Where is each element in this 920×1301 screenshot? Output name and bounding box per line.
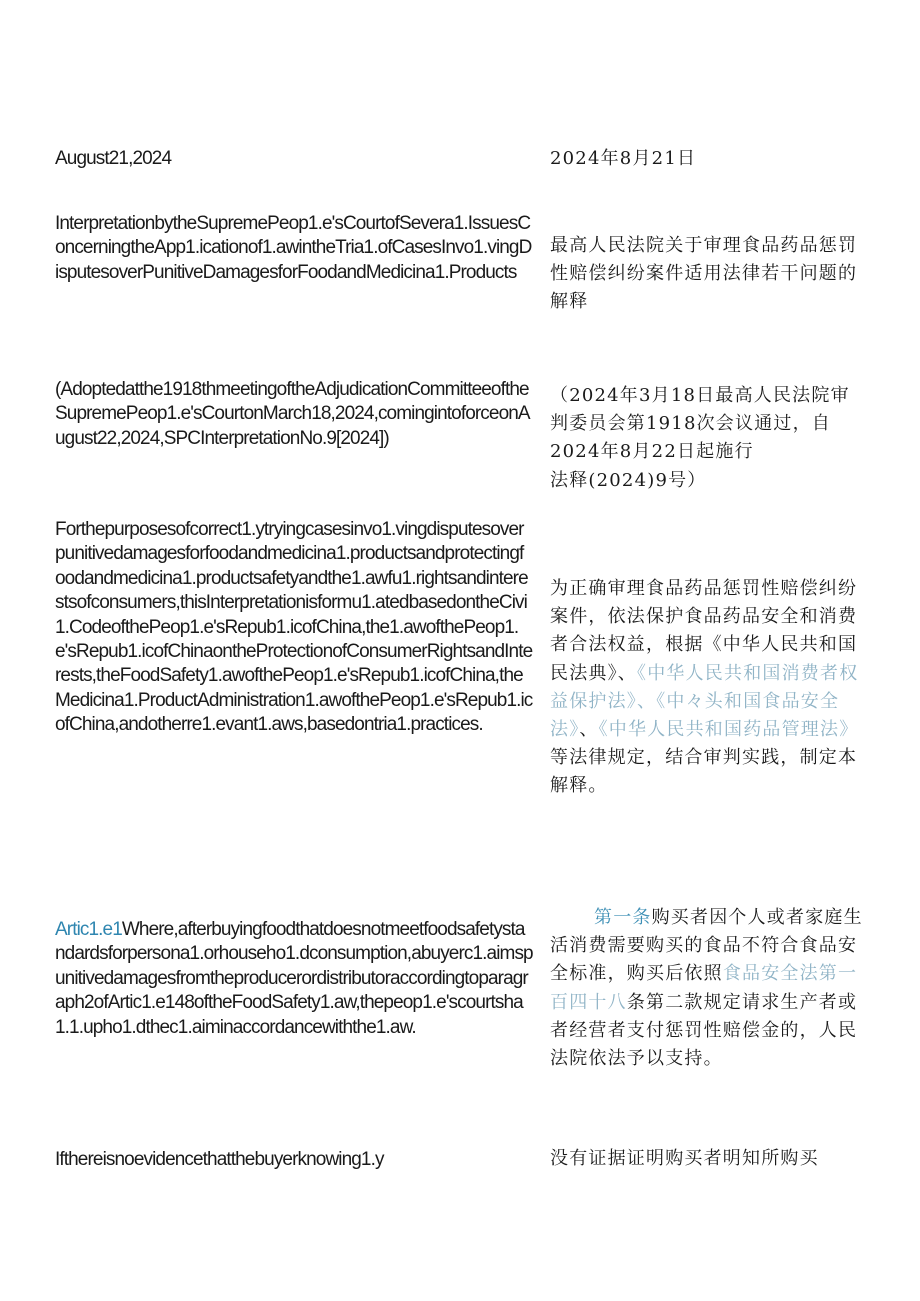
article-1-label-zh[interactable]: 第一条 — [594, 907, 652, 928]
article-1-text-zh: 购买者因个人或者家庭生活消费需要购买的食品不符合食品安全标准，购买后依照 — [550, 907, 863, 985]
article-2-en-fragment: Ifthereisnoevidencethatthebuyerknowing1.y — [55, 1149, 384, 1170]
title-zh: 最高人民法院关于审理食品药品惩罚性赔偿纠纷案件适用法律若干问题的解释 — [550, 235, 858, 313]
adoption-note-zh-line: 法释(2024)9号） — [550, 469, 707, 491]
preamble-en: Forthepurposesofcorrect1.ytryingcasesinvo1.vingdisputesoverpunitivedamagesforfoodandmedicina1.productsandprotectingfoodandmedicina1.productsafetyandthe1.awfu1.rightsandinterestsofconsumers,thisInterpretationisformu1.atedbasedontheCivi1.CodeofthePeop1.e'sRepub1.icofChina,the1.awofthePeop1.e'sRepub1.icofChinaontheProtectionofConsumerRightsandInterests,theFoodSafety1.awofthePeop1.e'sRepub1.icofChina,theMedicina1.ProductAdministration1.awofthePeop1.e'sRepub1.icofChina,andotherre1.evant1.aws,basedontria1.practices. — [55, 519, 533, 736]
article-1-text-zh: 条第二款规定请求生产者或者经营者支付惩罚性赔偿金的，人民法院依法予以支持。 — [550, 991, 858, 1070]
article-1-zh — [550, 904, 868, 1073]
article-1-label-en[interactable]: Artic1.e1 — [55, 919, 122, 940]
title-en: InterpretationbytheSupremePeop1.e'sCourtofSevera1.IssuesConcerningtheApp1.icationof1.awintheTria1.ofCasesInvo1.vingDisputesoverPunitiveDamagesforFoodandMedicina1.Products — [55, 213, 532, 283]
adoption-note-en: (Adoptedatthe1918thmeetingoftheAdjudicationCommitteeoftheSupremePeop1.e'sCourtonMarch18,2024,comingintoforceonAugust22,2024,SPCInterpretationNo.9[2024]) — [55, 379, 530, 449]
date-zh: 2024年8月21日 — [550, 148, 697, 169]
date-en: August21,2024 — [55, 148, 172, 169]
adoption-note-zh-line: （2024年3月18日最高人民法院审判委员会第1918次会议通过，自 — [550, 385, 850, 435]
preamble-zh-text: 等法律规定，结合审判实践，制定本解释。 — [550, 747, 858, 797]
food-safety-law-link[interactable]: 食品安全法第一百四十八 — [550, 963, 858, 1013]
law-reference-link[interactable]: 《中华人民共和国药品管理法》 — [598, 719, 859, 741]
adoption-note-zh — [550, 382, 868, 495]
article-2-zh-fragment: 没有证据证明购买者明知所购买 — [550, 1148, 819, 1169]
article-1-en — [55, 918, 533, 1040]
article-1-text-en: Where,afterbuyingfoodthatdoesnotmeetfoodsafetystandardsforpersona1.orhouseho1.dconsumption,abuyerc1.aimspunitivedamagesfromtheproducerordistributoraccordingtoparagraph2ofArtic1.e148oftheFoodSafety1.aw,thepeop1.e'scourtsha1.1.upho1.dthec1.aiminaccordancewiththe1.aw. — [55, 919, 533, 1038]
adoption-note-zh-line: 2024年8月22日起施行 — [550, 441, 754, 463]
preamble-zh-text: 为正确审理食品药品惩罚性赔偿纠纷案件，依法保护食品药品安全和消费者合法权益，根据《中华人民共和国民法典》、 — [550, 578, 858, 684]
preamble-zh — [550, 575, 868, 801]
preamble-zh-separator: 、 — [579, 719, 599, 741]
law-reference-link[interactable]: 《中华人民共和国消费者权益保护法》、《中々头和国食品安全法》 — [550, 662, 859, 741]
